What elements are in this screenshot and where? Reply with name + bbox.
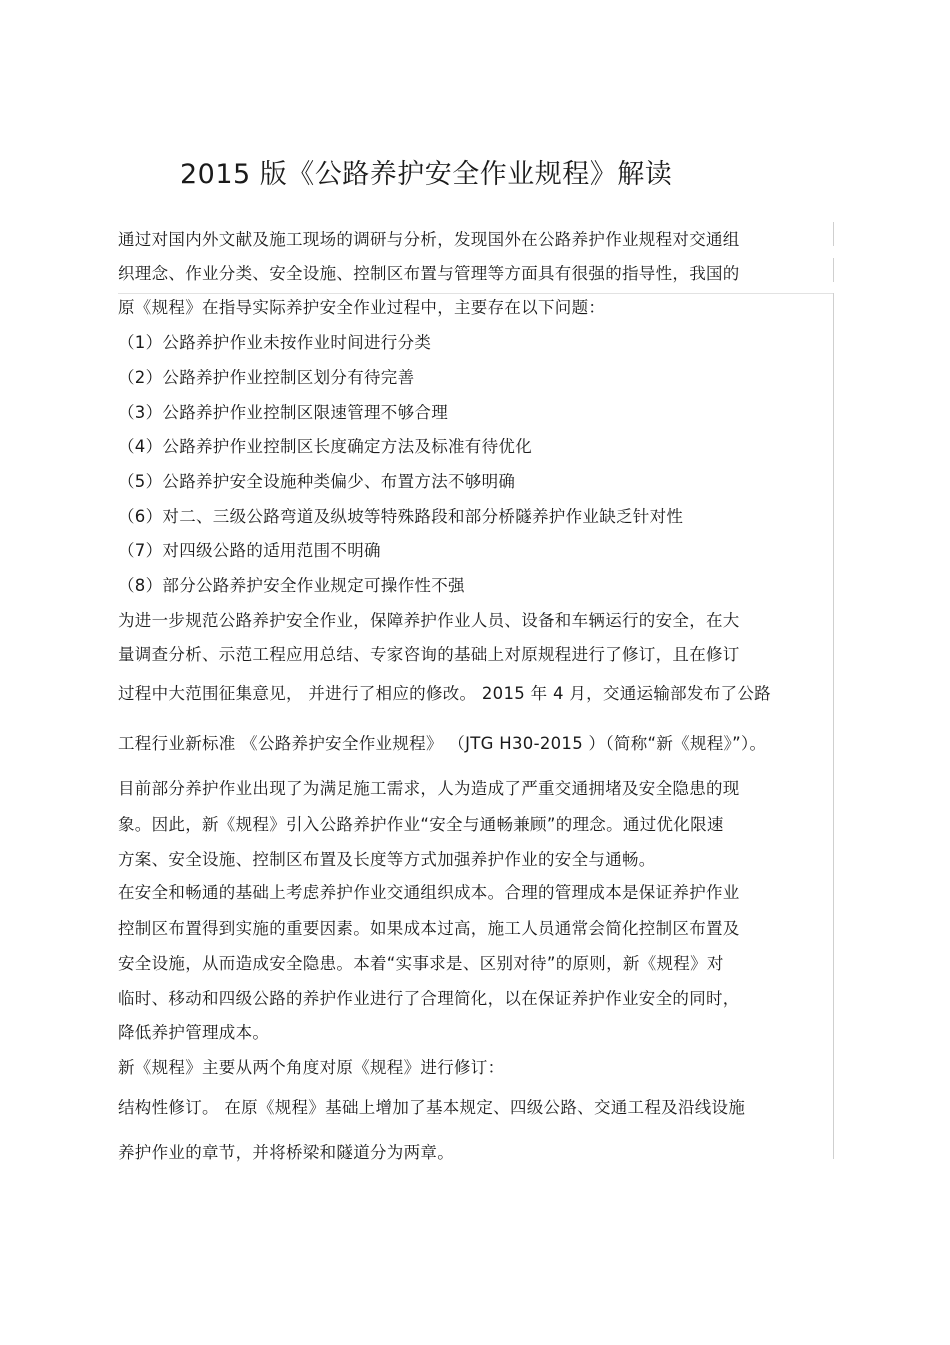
body-line-3: 原《规程》在指导实际养护安全作业过程中，主要存在以下问题： [118, 298, 606, 317]
body-line-16: 目前部分养护作业出现了为满足施工需求，人为造成了严重交通拥堵及安全隐患的现 [118, 779, 740, 798]
scan-border-right-top [833, 222, 834, 246]
problem-item-4: （4）公路养护作业控制区长度确定方法及标准有待优化 [118, 437, 532, 456]
scan-border-right [833, 293, 834, 1159]
body-line-23: 降低养护管理成本。 [118, 1023, 270, 1042]
body-line-20: 控制区布置得到实施的重要因素。如果成本过高，施工人员通常会简化控制区布置及 [118, 919, 740, 938]
body-line-24: 新《规程》主要从两个角度对原《规程》进行修订： [118, 1058, 505, 1077]
problem-item-1: （1）公路养护作业未按作业时间进行分类 [118, 333, 432, 352]
body-line-2: 织理念、作业分类、安全设施、控制区布置与管理等方面具有很强的指导性，我国的 [118, 264, 740, 283]
problem-item-6: （6）对二、三级公路弯道及纵坡等特殊路段和部分桥隧养护作业缺乏针对性 [118, 507, 684, 526]
body-line-14: 过程中大范围征集意见， 并进行了相应的修改。 2015 年 4 月，交通运输部发布了公路 [118, 684, 771, 703]
body-line-19: 在安全和畅通的基础上考虑养护作业交通组织成本。合理的管理成本是保证养护作业 [118, 883, 740, 902]
body-line-13: 量调查分析、示范工程应用总结、专家咨询的基础上对原规程进行了修订，且在修订 [118, 645, 740, 664]
scan-border-right-mid [833, 258, 834, 282]
body-line-18: 方案、安全设施、控制区布置及长度等方式加强养护作业的安全与通畅。 [118, 850, 656, 869]
problem-item-8: （8）部分公路养护安全作业规定可操作性不强 [118, 576, 465, 595]
document-title: 2015 版《公路养护安全作业规程》解读 [180, 159, 673, 190]
body-line-17: 象。因此，新《规程》引入公路养护作业“安全与通畅兼顾”的理念。通过优化限速 [118, 815, 724, 834]
problem-item-3: （3）公路养护作业控制区限速管理不够合理 [118, 403, 448, 422]
body-line-1: 通过对国内外文献及施工现场的调研与分析，发现国外在公路养护作业规程对交通组 [118, 230, 740, 249]
body-line-22: 临时、移动和四级公路的养护作业进行了合理简化，以在保证养护作业安全的同时， [118, 989, 740, 1008]
body-line-15: 工程行业新标准 《公路养护安全作业规程》 （JTG H30-2015 ）（简称“新《规程》”）。 [118, 734, 767, 753]
body-line-25: 结构性修订。 在原《规程》基础上增加了基本规定、四级公路、交通工程及沿线设施 [118, 1098, 746, 1117]
body-line-26: 养护作业的章节，并将桥梁和隧道分为两章。 [118, 1143, 454, 1162]
body-line-21: 安全设施，从而造成安全隐患。本着“实事求是、区别对待”的原则，新《规程》对 [118, 954, 724, 973]
problem-item-5: （5）公路养护安全设施种类偏少、布置方法不够明确 [118, 472, 516, 491]
problem-item-2: （2）公路养护作业控制区划分有待完善 [118, 368, 415, 387]
body-line-12: 为进一步规范公路养护安全作业，保障养护作业人员、设备和车辆运行的安全，在大 [118, 611, 740, 630]
problem-item-7: （7）对四级公路的适用范围不明确 [118, 541, 381, 560]
